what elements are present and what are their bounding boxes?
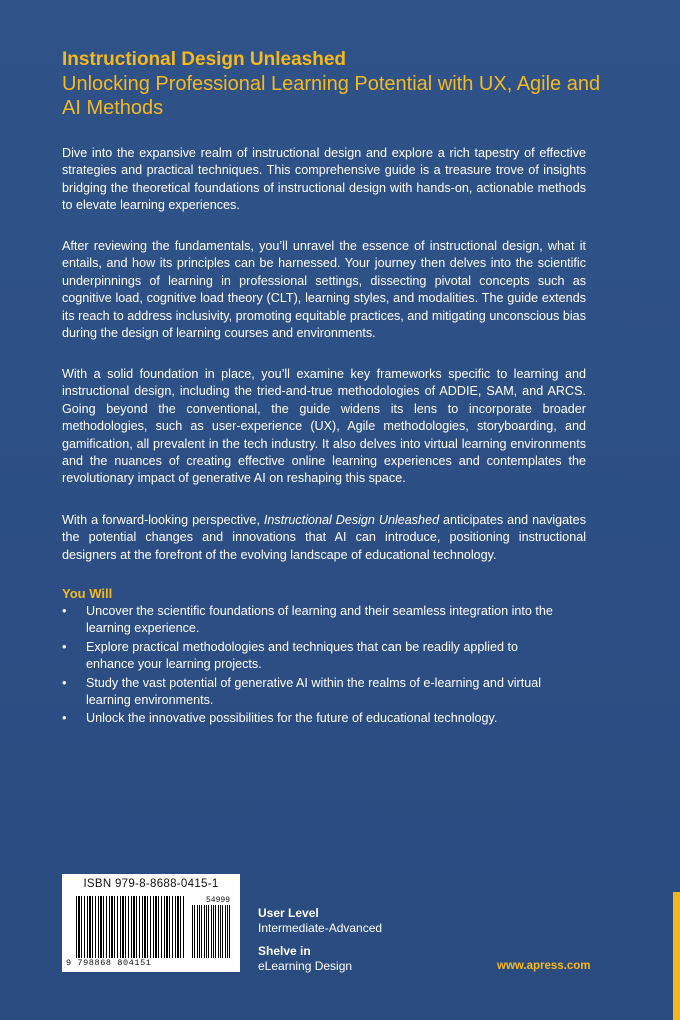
publisher-website: www.apress.com (497, 960, 591, 972)
accent-strip (673, 892, 680, 1020)
list-item (62, 675, 562, 710)
user-level-value: Intermediate-Advanced (258, 921, 383, 935)
bullet-icon: • (62, 604, 67, 618)
bullet-icon: • (62, 639, 67, 654)
you-will-list (62, 603, 562, 729)
list-item-text: Explore practical methodologies and techniques that can be readily applied to enhance your learning projects. (86, 639, 518, 672)
barcode-addon-bars (192, 905, 230, 958)
barcode-digits: 9 798868 804151 (66, 958, 152, 968)
barcode-price-code: 54999 (205, 896, 230, 905)
list-item (62, 603, 562, 638)
list-item-text: Uncover the scientific foundations of learning and their seamless integration into the learning experience. (86, 604, 553, 636)
list-item-text: Unlock the innovative possibilities for the future of educational technology. (86, 711, 498, 726)
isbn-barcode (62, 874, 240, 972)
user-level-label: User Level (258, 906, 319, 920)
shelve-label: Shelve in (258, 944, 311, 958)
barcode-bars (76, 896, 186, 958)
book-subtitle: Unlocking Professional Learning Potential with UX, Agile and AI Methods (62, 73, 601, 119)
list-item (62, 639, 562, 674)
list-item-text: Study the vast potential of generative AI within the realms of e-learning and virtual learning environments. (86, 675, 542, 708)
description-paragraph-3: With a solid foundation in place, you’ll examine key frameworks specific to learning and instructional design, including the tried-and-true methodologies of ADDIE, SAM, and ARCS. Going beyond the conventional, the guide widens its lens to incorporate broader methodologies, such as user-experience (UX), Agile methodologies, storyboarding, and gamification, all prevalent in the tech industry. It also delves into virtual learning environments and the nuances of creating effective online learning experiences and contemplates the revolutionary impact of generative AI on reshaping this space. (62, 367, 586, 486)
book-title: Instructional Design Unleashed (62, 49, 346, 70)
paragraph-4-book-title: Instructional Design Unleashed (263, 513, 440, 527)
description-paragraph-1: Dive into the expansive realm of instructional design and explore a rich tapestry of effective strategies and practical techniques. This comprehensive guide is a treasure trove of insights bridging the theoretical foundations of instructional design with hands-on, actionable methods to elevate learning experiences. (62, 146, 586, 213)
bullet-icon: • (62, 711, 67, 726)
description-paragraph-4 (62, 512, 586, 564)
isbn-number: ISBN 979-8-8688-0415-1 (83, 878, 219, 890)
you-will-heading: You Will (62, 586, 113, 601)
paragraph-4-tail: anticipates and navigates the potential changes and innovations that AI can introduce, positioning instructional designers at the forefront of the evolving landscape of educational technology. (62, 513, 586, 562)
paragraph-4-lead: With a forward-looking perspective, (62, 513, 264, 527)
shelve-value: eLearning Design (258, 959, 353, 973)
bullet-icon: • (62, 675, 67, 690)
list-item (62, 710, 562, 727)
description-paragraph-2: After reviewing the fundamentals, you’ll unravel the essence of instructional design, what it entails, and how its principles can be harnessed. Your journey then delves into the scientific underpinnings of learning in professional settings, dissecting pivotal concepts such as cognitive load, cognitive load theory (CLT), learning styles, and modalities. The guide extends its reach to address inclusivity, promoting equitable practices, and mitigating unconscious bias during the design of learning courses and environments. (62, 239, 586, 341)
